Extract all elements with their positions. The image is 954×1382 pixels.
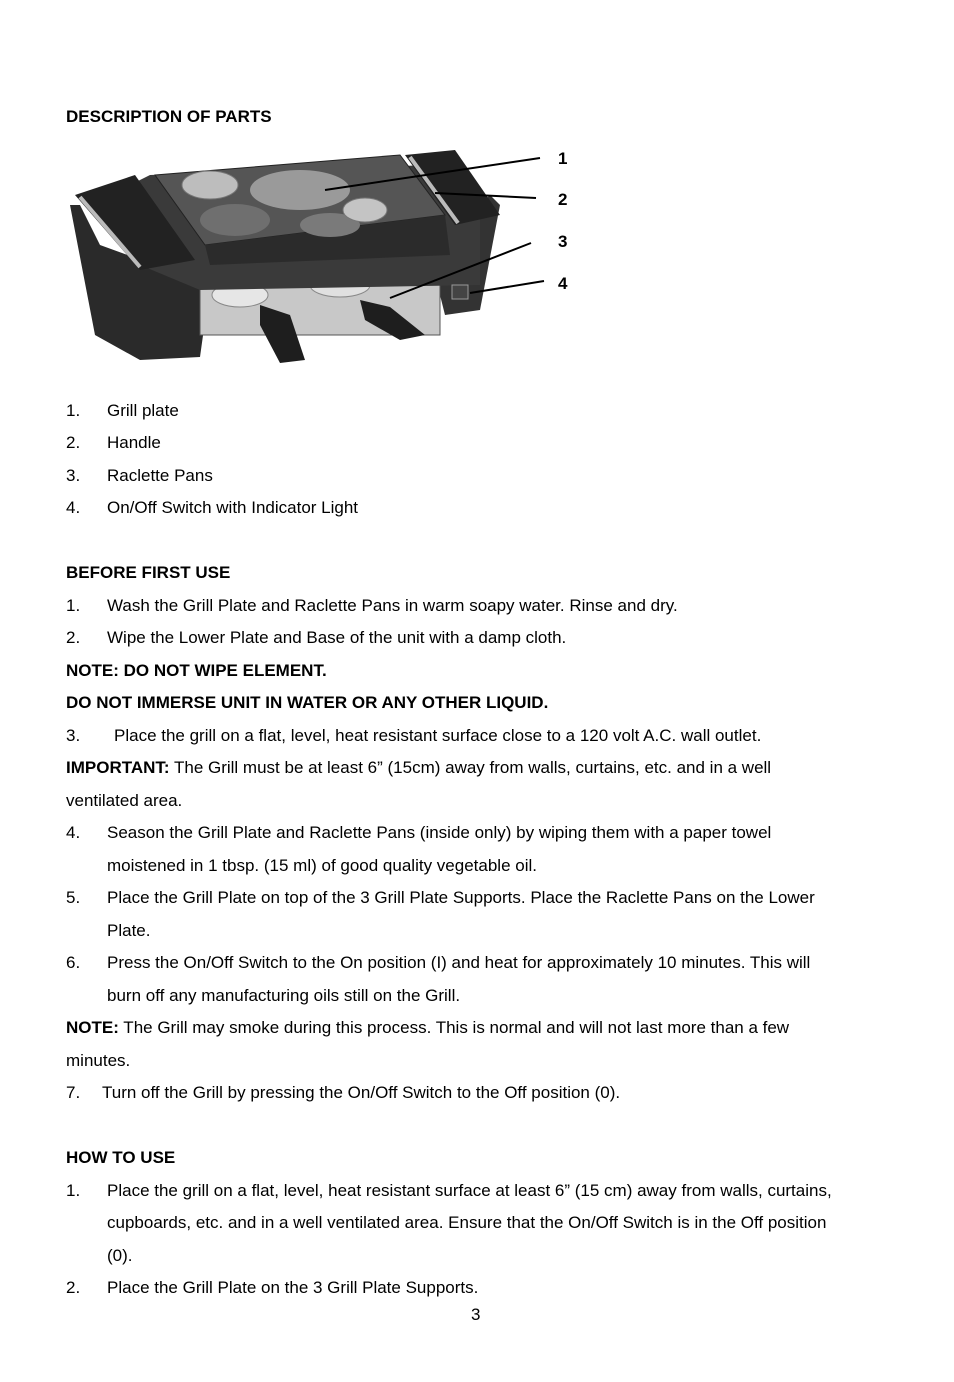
parts-item-label: Grill plate — [107, 401, 179, 420]
step-text-cont: burn off any manufacturing oils still on the Grill. — [107, 986, 461, 1005]
step-text: Place the Grill Plate on top of the 3 Grill Plate Supports. Place the Raclette Pans on the Lower — [107, 888, 815, 907]
raclette-grill-illustration — [60, 135, 580, 370]
step-num: 2. — [66, 1278, 81, 1297]
food-meat-1 — [250, 170, 350, 210]
step-text-cont: Plate. — [107, 921, 151, 940]
parts-heading: DESCRIPTION OF PARTS — [66, 107, 272, 126]
step-num: 1. — [66, 596, 81, 615]
step-text-cont: cupboards, etc. and in a well ventilated area. Ensure that the On/Off Switch is in the Off position — [107, 1213, 827, 1232]
note-text: The Grill may smoke during this process. This is normal and will not last more than a few — [118, 1018, 790, 1037]
parts-item-num: 4. — [66, 498, 81, 517]
step-text-cont: moistened in 1 tbsp. (15 ml) of good quality vegetable oil. — [107, 856, 537, 875]
parts-item-label: Handle — [107, 433, 161, 452]
important-label: IMPORTANT: — [66, 758, 170, 777]
important-text: The Grill must be at least 6” (15cm) away from walls, curtains, etc. and in a well — [169, 758, 772, 777]
on-off-switch — [452, 285, 468, 299]
step-num: 2. — [66, 628, 81, 647]
parts-item-num: 1. — [66, 401, 81, 420]
step-text: Turn off the Grill by pressing the On/Off Switch to the Off position (0). — [102, 1083, 621, 1102]
important-text-cont: ventilated area. — [66, 791, 183, 810]
parts-item-num: 2. — [66, 433, 81, 452]
parts-item-num: 3. — [66, 466, 81, 485]
callout-2: 2 — [558, 190, 568, 209]
step-text: Place the grill on a flat, level, heat resistant surface at least 6” (15 cm) away from walls, curtains, — [107, 1181, 832, 1200]
step-num: 1. — [66, 1181, 81, 1200]
step-num: 4. — [66, 823, 81, 842]
step-num: 7. — [66, 1083, 81, 1102]
note-warning: NOTE: DO NOT WIPE ELEMENT. — [66, 661, 327, 680]
food-meat-2 — [200, 204, 270, 236]
note-text-cont: minutes. — [66, 1051, 131, 1070]
step-text: Wash the Grill Plate and Raclette Pans in warm soapy water. Rinse and dry. — [107, 596, 678, 615]
before-first-use-heading: BEFORE FIRST USE — [66, 563, 231, 582]
step-num: 6. — [66, 953, 81, 972]
step-num: 5. — [66, 888, 81, 907]
step-text-cont: (0). — [107, 1246, 133, 1265]
how-to-use-heading: HOW TO USE — [66, 1148, 176, 1167]
step-num: 3. — [66, 726, 81, 745]
note-label: NOTE: — [66, 1018, 119, 1037]
step-text: Press the On/Off Switch to the On position (I) and heat for approximately 10 minutes. This will — [107, 953, 811, 972]
callout-4: 4 — [558, 274, 568, 293]
step-text: Place the grill on a flat, level, heat resistant surface close to a 120 volt A.C. wall outlet. — [114, 726, 762, 745]
step-text: Place the Grill Plate on the 3 Grill Plate Supports. — [107, 1278, 479, 1297]
food-pepper — [182, 171, 238, 199]
smoke-note — [66, 1018, 789, 1038]
note-warning: DO NOT IMMERSE UNIT IN WATER OR ANY OTHER LIQUID. — [66, 693, 549, 712]
parts-item-label: On/Off Switch with Indicator Light — [107, 498, 359, 517]
page-number: 3 — [471, 1305, 481, 1324]
important-note — [66, 758, 771, 778]
callout-3: 3 — [558, 232, 568, 251]
parts-item-label: Raclette Pans — [107, 466, 213, 485]
callout-1: 1 — [558, 149, 568, 168]
step-text: Wipe the Lower Plate and Base of the unit with a damp cloth. — [107, 628, 567, 647]
food-pepper-2 — [343, 198, 387, 222]
step-text: Season the Grill Plate and Raclette Pans (inside only) by wiping them with a paper towel — [107, 823, 772, 842]
